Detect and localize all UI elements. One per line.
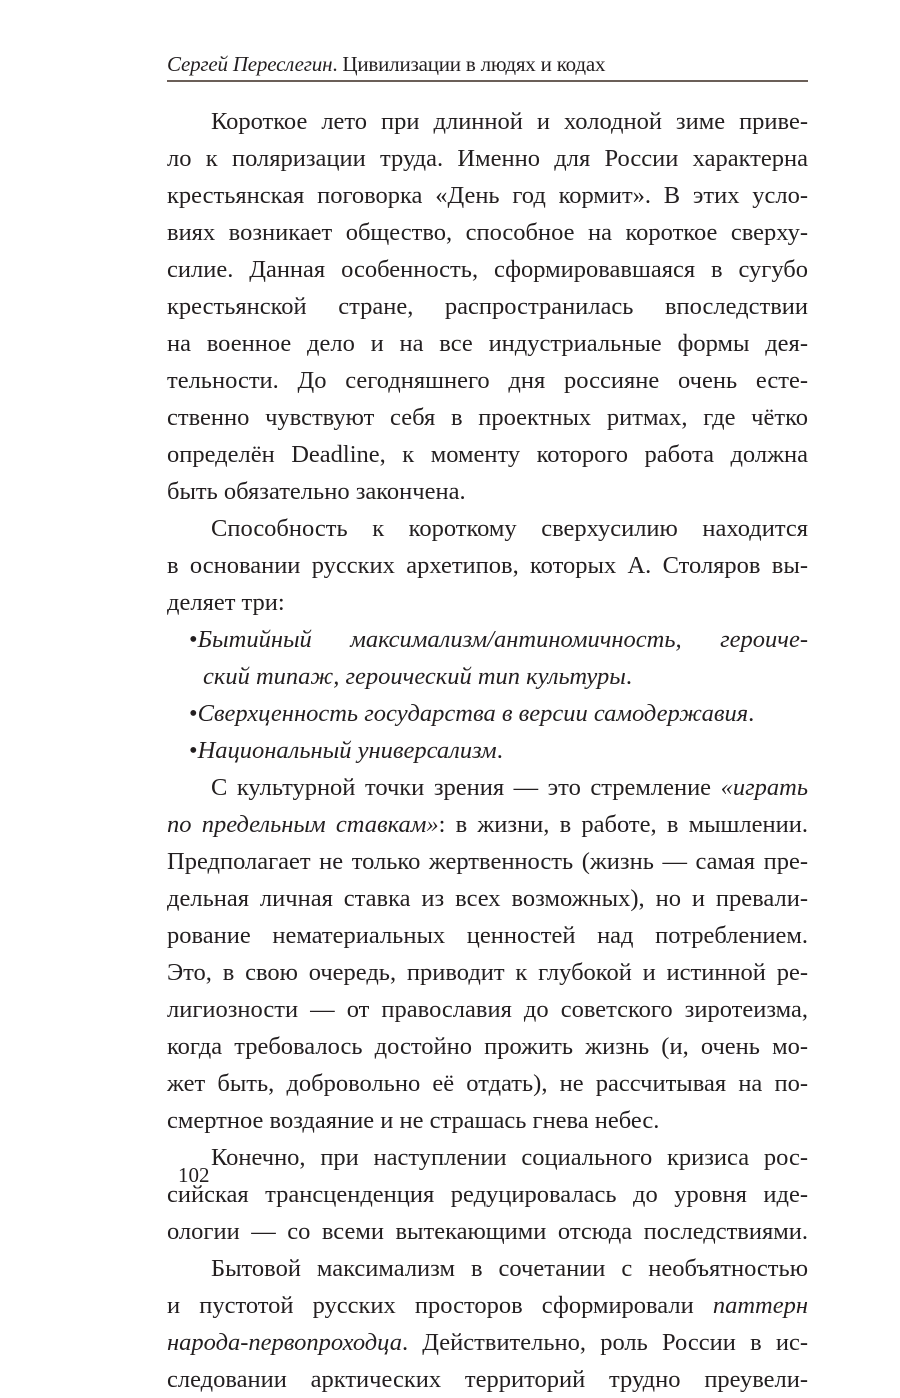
text-line <box>167 362 808 399</box>
text-line <box>167 1287 808 1324</box>
text-segment: сийская трансценденция редуцировалась до уровня иде- <box>167 1181 808 1208</box>
text-line <box>167 1176 808 1213</box>
text-segment: . Действительно, роль России в ис- <box>401 1329 808 1356</box>
text-segment: и пустотой русских просторов сформировали <box>167 1292 713 1319</box>
text-segment: Короткое лето при длинной и холодной зиме приве- <box>211 108 808 135</box>
text-line <box>167 880 808 917</box>
text-line <box>167 214 808 251</box>
running-header <box>167 50 808 80</box>
text-line <box>167 843 808 880</box>
text-segment: С культурной точки зрения — это стремление <box>211 774 721 801</box>
text-line <box>167 325 808 362</box>
bullet-icon: • <box>189 700 198 727</box>
text-segment: рование нематериальных ценностей над потреблением. <box>167 922 808 949</box>
text-line <box>167 954 808 991</box>
list-item-line <box>167 658 808 695</box>
text-line <box>167 1324 808 1361</box>
italic-text: ский типаж, героический тип культуры <box>203 663 626 690</box>
text-segment: крестьянская поговорка «День год кормит». В этих усло- <box>167 182 808 209</box>
italic-text: Сверхценность государства в версии самодержавия <box>197 700 749 727</box>
text-line <box>167 177 808 214</box>
text-segment: в основании русских архетипов, которых А. Столяров вы- <box>167 552 808 579</box>
text-segment: следовании арктических территорий трудно преувели- <box>167 1366 808 1393</box>
header-author: Сергей Переслегин <box>167 52 333 76</box>
text-segment: когда требовалось достойно прожить жизнь (и, очень мо- <box>167 1033 808 1060</box>
text-segment: жет быть, добровольно её отдать), не рассчитывая на по- <box>167 1070 808 1097</box>
text-segment: деляет три: <box>167 589 285 616</box>
text-segment: ло к поляризации труда. Именно для России характерна <box>167 145 808 172</box>
text-line <box>167 1065 808 1102</box>
header-separator: . <box>332 52 343 76</box>
text-segment: Конечно, при наступлении социального кризиса рос- <box>211 1144 808 1171</box>
text-segment: Это, в свою очередь, приводит к глубокой и истинной ре- <box>167 959 808 986</box>
text-line <box>167 1213 808 1250</box>
text-line <box>167 251 808 288</box>
text-segment: крестьянской стране, распространилась впоследствии <box>167 293 808 320</box>
text-line <box>167 1139 808 1176</box>
italic-text: Бытийный максимализм/антиномичность, героиче- <box>197 626 808 653</box>
text-segment: тельности. До сегодняшнего дня россияне очень есте- <box>167 367 808 394</box>
text-line <box>167 991 808 1028</box>
text-line <box>167 399 808 436</box>
text-segment: на военное дело и на все индустриальные формы дея- <box>167 330 808 357</box>
text-segment: : в жизни, в работе, в мышлении. <box>438 811 808 838</box>
text-line <box>167 103 808 140</box>
text-line <box>167 288 808 325</box>
italic-text: паттерн <box>712 1292 808 1319</box>
italic-text: по предельным ставкам» <box>167 811 439 838</box>
text-segment: смертное воздаяние и не страшась гнева небес. <box>167 1107 660 1134</box>
italic-text: Национальный универсализм <box>197 737 497 764</box>
text-segment: Предполагает не только жертвенность (жизнь — самая пре- <box>167 848 808 875</box>
text-segment: виях возникает общество, способное на короткое сверху- <box>167 219 808 246</box>
text-line <box>167 473 808 510</box>
text-line <box>167 1028 808 1065</box>
header-title: Цивилизации в людях и кодах <box>342 52 606 76</box>
text-segment: Способность к короткому сверхусилию находится <box>211 515 808 542</box>
text-line <box>167 769 808 806</box>
page-number: 102 <box>178 1163 210 1187</box>
list-item-line <box>167 695 808 732</box>
page-body-text <box>167 103 808 1398</box>
text-line <box>167 917 808 954</box>
text-segment: ологии — со всеми вытекающими отсюда последствиями. <box>167 1218 808 1245</box>
bullet-icon: • <box>189 626 198 653</box>
text-segment: Бытовой максимализм в сочетании с необъятностью <box>211 1255 808 1282</box>
italic-text: народа-первопроходца <box>167 1329 402 1356</box>
text-line <box>167 510 808 547</box>
text-line <box>167 1102 808 1139</box>
text-segment: . <box>748 700 755 727</box>
running-header-text <box>167 50 605 78</box>
text-line <box>167 140 808 177</box>
header-rule <box>167 80 808 82</box>
text-segment: ственно чувствуют себя в проектных ритмах, где чётко <box>167 404 808 431</box>
text-line <box>167 436 808 473</box>
text-segment: лигиозности — от православия до советского зиротеизма, <box>167 996 808 1023</box>
text-line <box>167 1361 808 1398</box>
bullet-icon: • <box>189 737 198 764</box>
text-line <box>167 1250 808 1287</box>
text-segment: силие. Данная особенность, сформировавшаяся в сугубо <box>167 256 808 283</box>
list-item-line <box>167 621 808 658</box>
text-line <box>167 584 808 621</box>
text-line <box>167 547 808 584</box>
text-segment: определён Deadline, к моменту которого работа должна <box>167 441 808 468</box>
text-segment: . <box>625 663 632 690</box>
italic-text: «играть <box>720 774 808 801</box>
text-line <box>167 806 808 843</box>
list-item-line <box>167 732 808 769</box>
text-segment: дельная личная ставка из всех возможных), но и превали- <box>167 885 808 912</box>
text-segment: быть обязательно закончена. <box>167 478 466 505</box>
text-segment: . <box>496 737 503 764</box>
